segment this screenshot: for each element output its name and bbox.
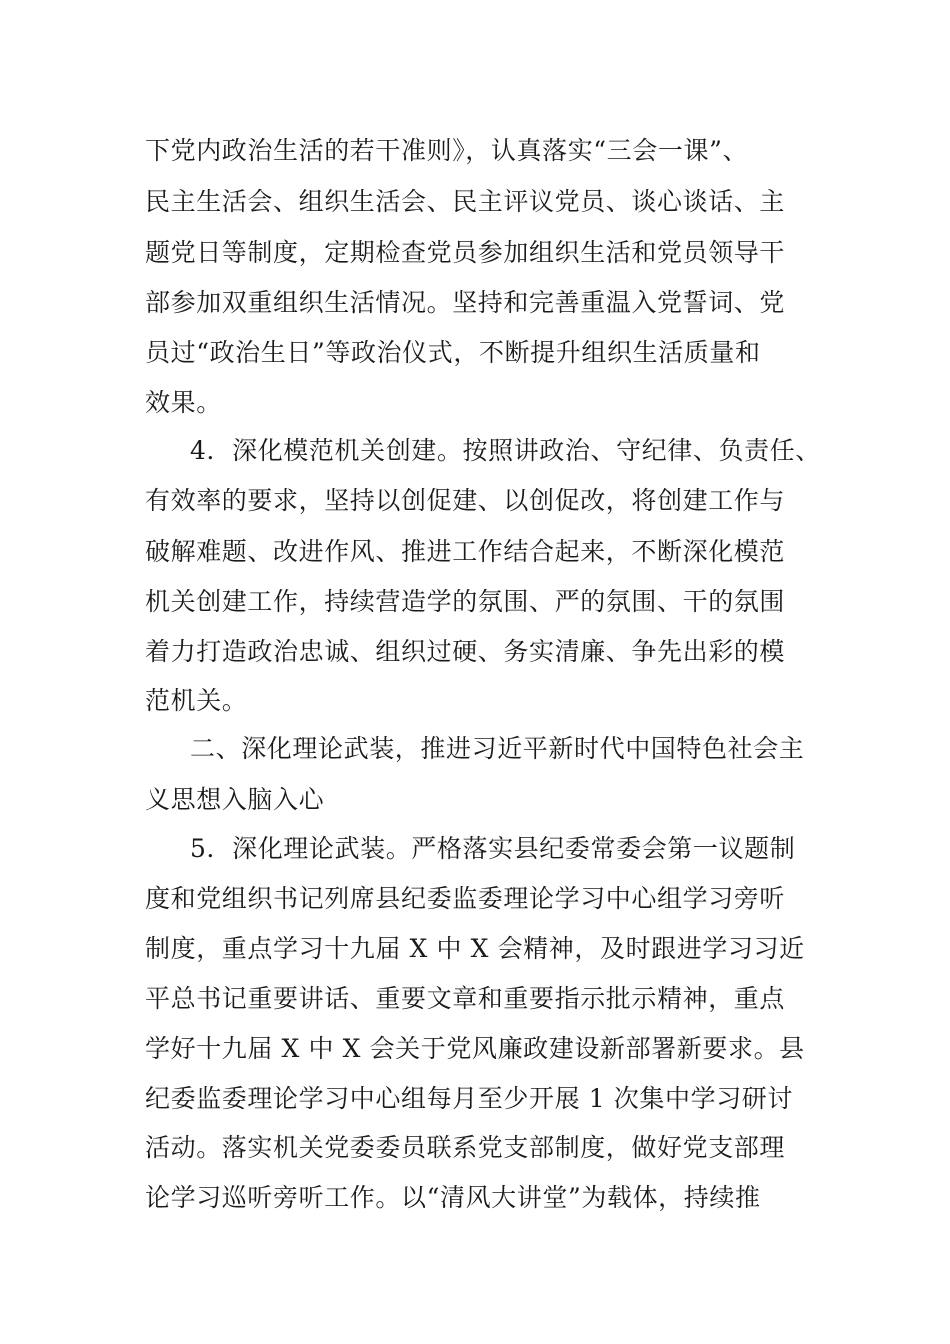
section-heading-line: 二、深化理论武装，推进习近平新时代中国特色社会主: [190, 734, 805, 763]
text-line: 部参加双重组织生活情况。坚持和完善重温入党誓词、党: [145, 288, 786, 317]
text-line: 平总书记重要讲话、重要文章和重要指示批示精神，重点: [145, 984, 786, 1013]
text-line: 学好十九届 X 中 X 会关于党风廉政建设新部署新要求。县: [145, 1034, 805, 1063]
text-line: 民主生活会、组织生活会、民主评议党员、谈心谈话、主: [145, 187, 786, 216]
paragraph-start-line: 5．深化理论武装。严格落实县纪委常委会第一议题制: [190, 834, 796, 863]
text-line: 效果。: [145, 388, 222, 417]
text-line: 题党日等制度，定期检查党员参加组织生活和党员领导干: [145, 238, 786, 267]
text-line: 机关创建工作，持续营造学的氛围、严的氛围、干的氛围: [145, 587, 786, 616]
text-line: 下党内政治生活的若干准则》，认真落实“三会一课”、: [145, 136, 749, 165]
text-line: 破解难题、改进作风、推进工作结合起来，不断深化模范: [145, 537, 786, 566]
text-line: 有效率的要求，坚持以创促建、以创促改，将创建工作与: [145, 486, 786, 515]
section-heading-line: 义思想入脑入心: [145, 785, 325, 814]
text-line: 范机关。: [145, 686, 248, 715]
text-line: 着力打造政治忠诚、组织过硬、务实清廉、争先出彩的模: [145, 637, 786, 666]
text-line: 度和党组织书记列席县纪委监委理论学习中心组学习旁听: [145, 884, 786, 913]
text-line: 活动。落实机关党委委员联系党支部制度，做好党支部理: [145, 1133, 786, 1162]
text-line: 制度，重点学习十九届 X 中 X 会精神，及时跟进学习习近: [145, 934, 805, 963]
text-line: 纪委监委理论学习中心组每月至少开展 1 次集中学习研讨: [145, 1084, 794, 1113]
text-line: 员过“政治生日”等政治仪式，不断提升组织生活质量和: [145, 338, 761, 367]
paragraph-start-line: 4．深化模范机关创建。按照讲政治、守纪律、负责任、: [190, 436, 821, 465]
text-line: 论学习巡听旁听工作。以“清风大讲堂”为载体，持续推: [145, 1183, 761, 1212]
